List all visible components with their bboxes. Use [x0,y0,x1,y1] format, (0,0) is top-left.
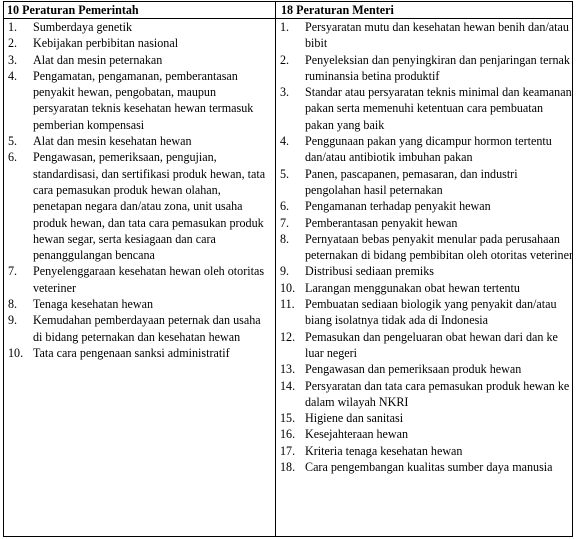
list-item [4,35,272,51]
item-number: 4. [280,134,290,149]
item-number: 16. [280,427,296,442]
item-number: 1. [280,20,290,34]
item-text: Pernyataan bebas penyakit menular pada perusahaan peternakan di bidang pembibitan oleh otoritas veteriner [305,231,573,263]
list-item [4,52,272,68]
list-item [276,443,573,459]
list-item [276,198,573,214]
item-number: 3. [8,52,18,67]
item-text: Distribusi sediaan premiks [305,264,434,279]
left-column-header: 10 Peraturan Pemerintah [7,3,139,17]
list-item [4,345,272,361]
item-text: Kriteria tenaga kesehatan hewan [305,443,463,458]
list-item [276,263,573,279]
list-item [276,84,573,133]
item-text: Pengamatan, pengamanan, pemberantasan penyakit hewan, pengobatan, maupun persyaratan teknis kesehatan hewan termasuk pemberian kompensasi [33,68,254,132]
item-text: Larangan menggunakan obat hewan tertentu [305,280,520,295]
item-number: 6. [280,199,290,214]
list-item [4,149,272,263]
item-text: Pembuatan sediaan biologik yang penyakit dan/atau biang isolatnya tidak ada di Indonesia [305,297,557,328]
item-number: 13. [280,362,296,377]
item-text: Alat dan mesin peternakan [33,52,163,67]
list-item [276,166,573,199]
list-item [4,296,272,312]
item-number: 1. [8,20,18,34]
item-text: Pengamanan terhadap penyakit hewan [305,199,491,214]
item-number: 10. [8,345,24,360]
regulations-table [3,1,573,537]
item-number: 2. [8,36,18,51]
list-item [276,378,573,411]
item-number: 5. [280,166,290,181]
list-item [276,361,573,377]
item-text: Standar atau persyaratan teknis minimal dan keamanan pakan serta memenuhi ketentuan cara pembuatan pakan yang baik [305,85,572,132]
item-text: Kesejahteraan hewan [305,427,409,442]
item-number: 17. [280,443,296,458]
item-text: Penyeleksian dan penyingkiran dan penjaringan ternak ruminansia betina produktif [305,52,570,83]
item-number: 18. [280,460,296,475]
government-regulation-list [4,19,272,361]
item-text: Persyaratan mutu dan kesehatan hewan benih dan/atau bibit [305,20,569,51]
list-item [276,459,573,475]
item-text: Persyaratan dan tata cara pemasukan produk hewan ke dalam wilayah NKRI [305,378,570,409]
list-item [276,296,573,329]
item-text: Cara pengembangan kualitas sumber daya manusia [305,460,553,475]
item-number: 7. [280,215,290,230]
list-item [276,280,573,296]
list-item [276,329,573,362]
item-number: 8. [280,231,290,246]
list-item [4,68,272,133]
item-text: Alat dan mesin kesehatan hewan [33,134,192,149]
list-item [276,215,573,231]
list-item [276,19,573,52]
item-number: 6. [8,150,18,165]
item-number: 11. [280,297,295,312]
item-number: 8. [8,297,18,312]
item-text: Panen, pascapanen, pemasaran, dan industri pengolahan hasil peternakan [305,166,518,197]
list-item [276,133,573,166]
item-number: 9. [280,264,290,279]
list-item [4,19,272,35]
item-text: Higiene dan sanitasi [305,411,404,426]
list-item [276,410,573,426]
item-number: 10. [280,280,296,295]
item-number: 2. [280,52,290,67]
ministerial-regulation-list [276,19,573,475]
item-number: 9. [8,313,18,328]
item-text: Penyelenggaraan kesehatan hewan oleh otoritas veteriner [33,264,265,295]
item-number: 15. [280,411,296,426]
item-number: 14. [280,378,296,393]
item-text: Tata cara pengenaan sanksi administratif [33,345,230,360]
item-text: Kemudahan pemberdayaan peternak dan usaha di bidang peternakan dan kesehatan hewan [33,313,261,344]
item-text: Sumberdaya genetik [33,20,133,34]
right-column-header: 18 Peraturan Menteri [281,3,394,17]
list-item [4,133,272,149]
item-text: Penggunaan pakan yang dicampur hormon tertentu dan/atau antibiotik imbuhan pakan [305,134,552,165]
list-item [276,52,573,85]
item-text: Kebijakan perbibitan nasional [33,36,179,51]
item-number: 4. [8,68,18,83]
list-item [276,231,573,264]
item-number: 3. [280,85,290,100]
list-item [4,312,272,345]
item-text: Pemberantasan penyakit hewan [305,215,458,230]
item-number: 12. [280,329,296,344]
item-number: 5. [8,134,18,149]
item-text: Pengawasan dan pemeriksaan produk hewan [305,362,522,377]
list-item [276,426,573,442]
item-text: Pemasukan dan pengeluaran obat hewan dari dan ke luar negeri [305,329,558,360]
item-text: Tenaga kesehatan hewan [33,297,154,312]
list-item [4,263,272,296]
item-text: Pengawasan, pemeriksaan, pengujian, standardisasi, dan sertifikasi produk hewan, tata cara pemasukan produk hewan olahan, penetapan negara dan/atau zona, unit usaha produk hewan, dan tata cara pemasukan produk hewan segar, serta kesiagaan dan cara penanggulangan bencana [33,150,266,263]
item-number: 7. [8,264,18,279]
